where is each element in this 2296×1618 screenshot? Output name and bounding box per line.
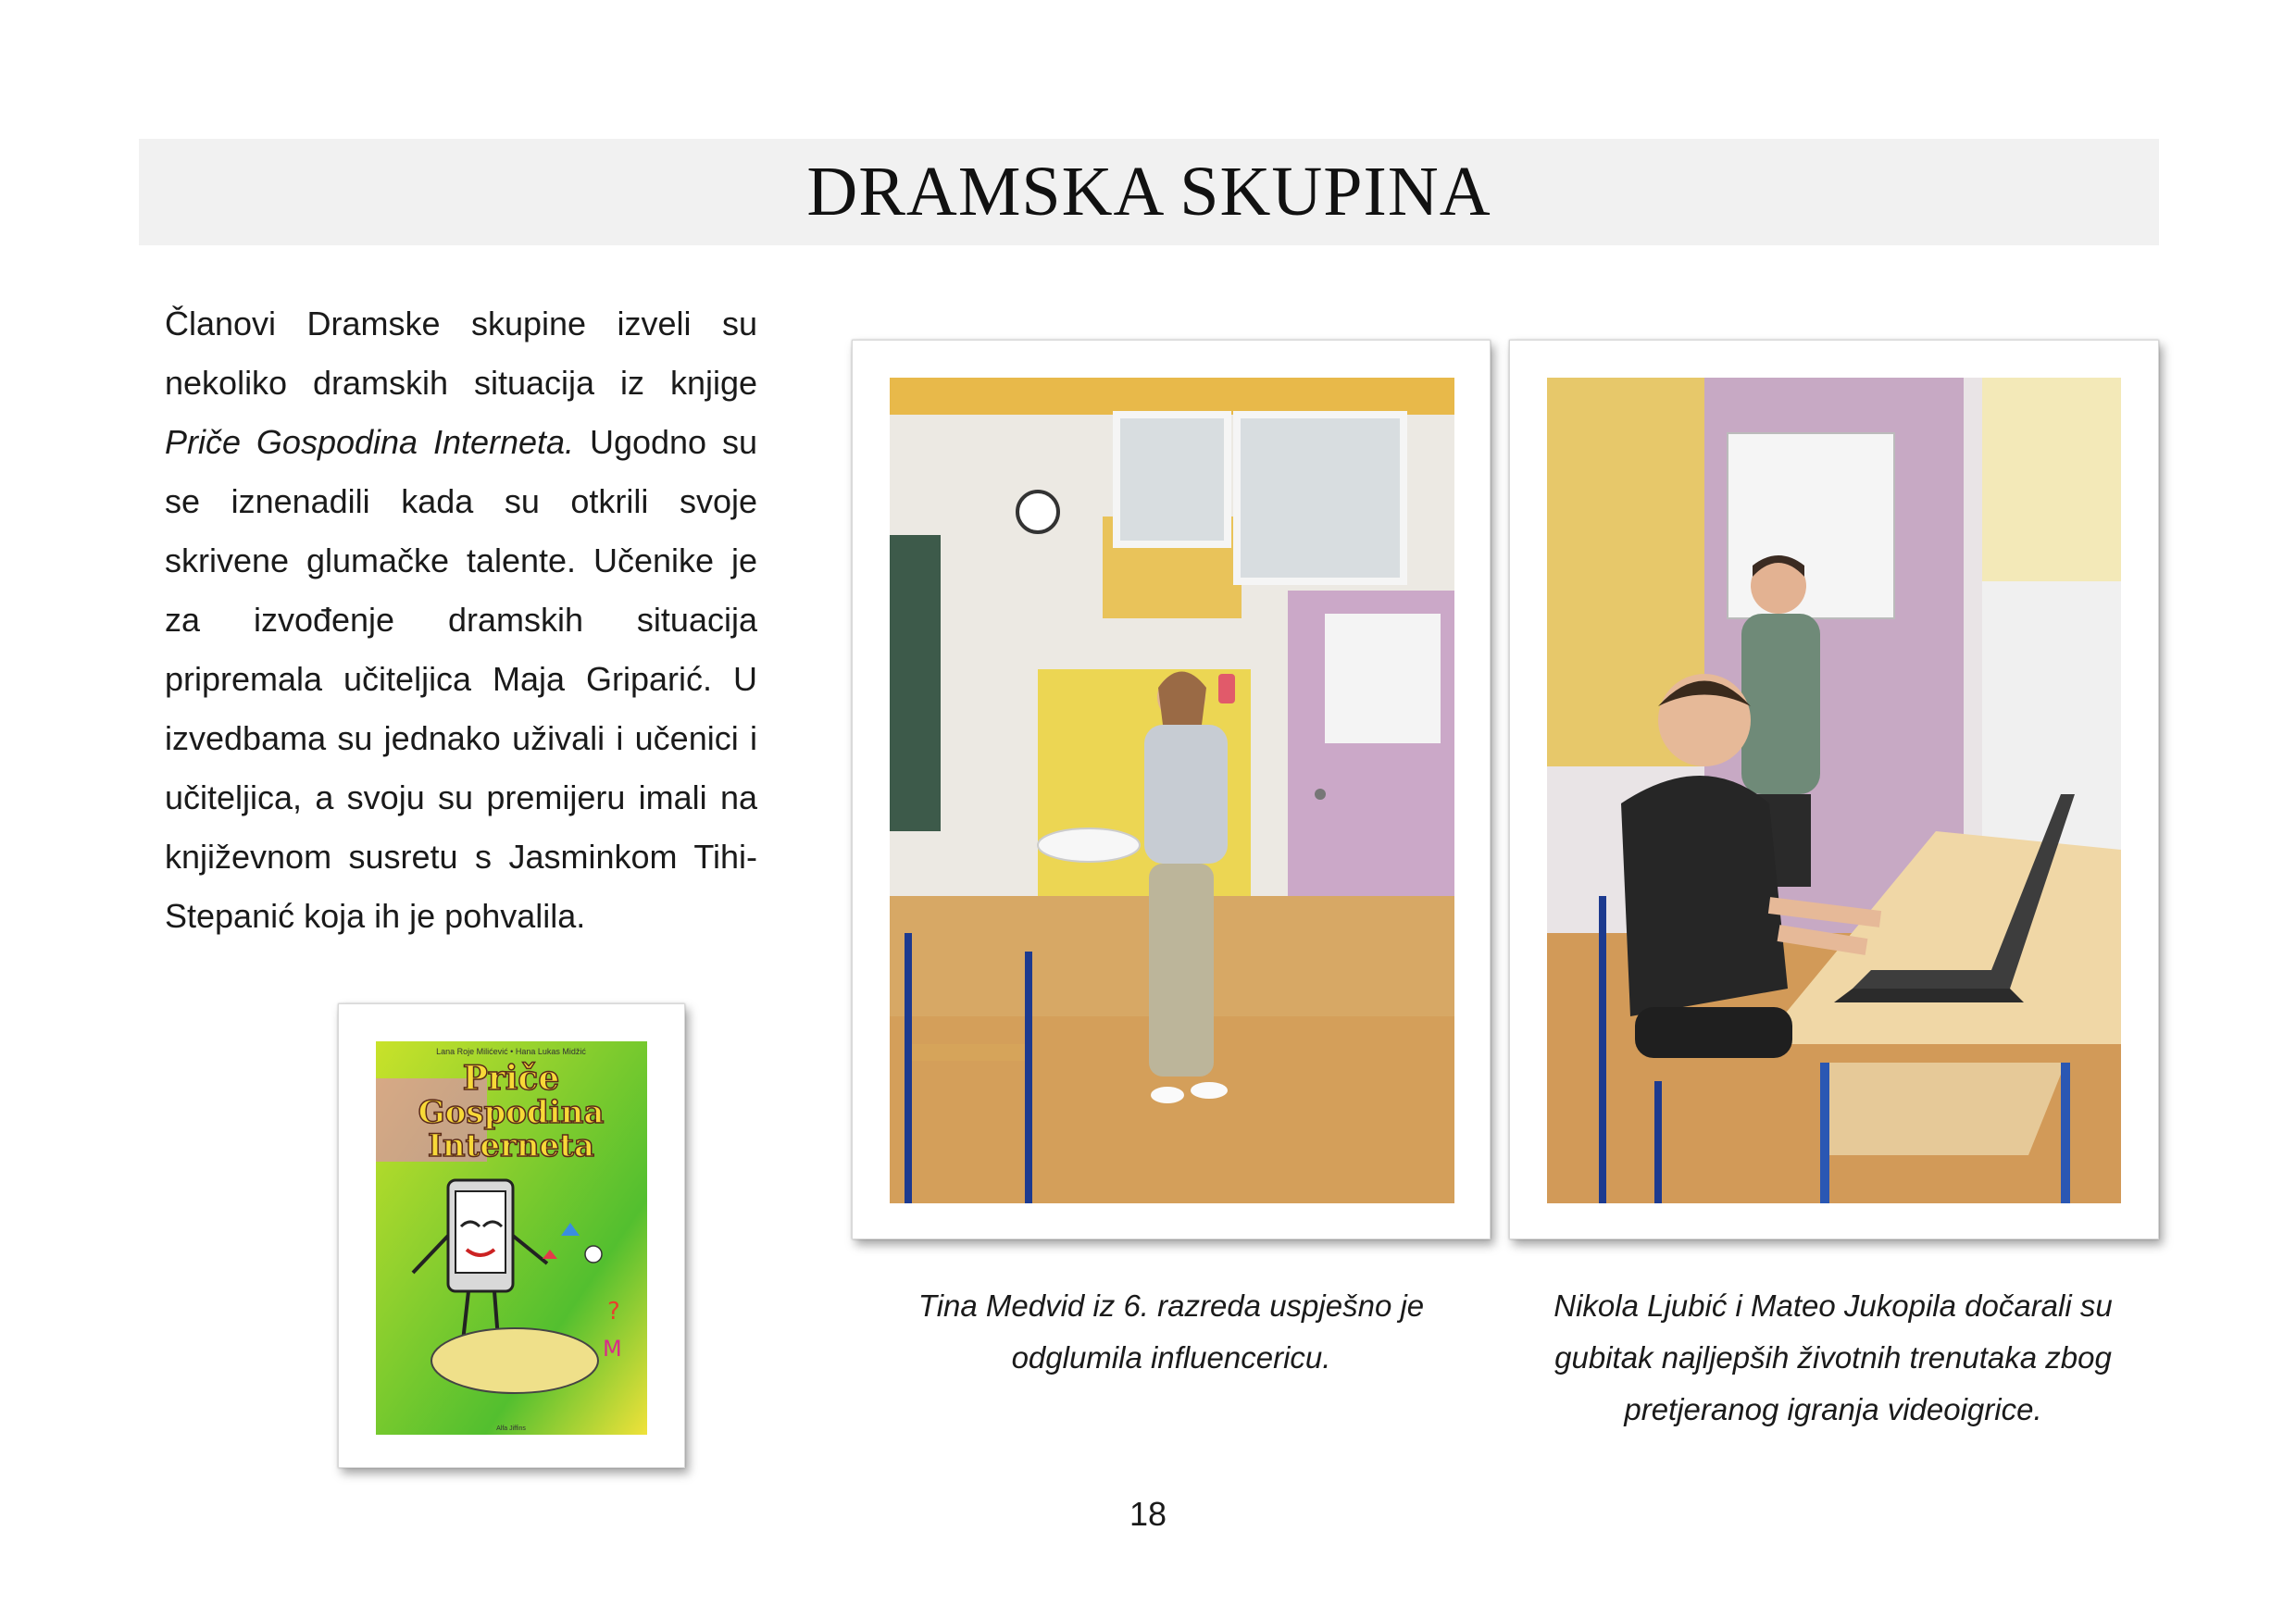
intro-text-part2: Ugodno su se iznenadili kada su otkrili svoje skrivene glumačke talente. Učenike je za izvođenje dramskih situacija pripremala učiteljica Maja Griparić. U izvedbama su jednako uživali i učenici i učiteljica, a svoju su premijeru imali na književnom susretu s Jasminkom Tihi-Stepanić koja ih je pohvalila.: [165, 423, 757, 935]
cover-authors: Lana Roje Milićević • Hana Lukas Midžić: [436, 1047, 586, 1056]
book-cover-frame: [338, 1003, 685, 1468]
cover-title-line1: Priče: [462, 1059, 560, 1098]
cover-title-line2: Gospodina: [418, 1094, 605, 1131]
cover-title-line3: Interneta: [428, 1127, 594, 1164]
book-cover-image: [376, 1041, 647, 1435]
book-title-inline: Priče Gospodina Interneta.: [165, 423, 575, 461]
photo-frame-2: [1509, 340, 2159, 1239]
photo-boys-with-laptop: [1547, 378, 2121, 1203]
title-band: [139, 139, 2159, 245]
intro-paragraph: [165, 294, 757, 946]
page-number: 18: [1129, 1495, 1167, 1533]
svg-text:?: ?: [607, 1298, 620, 1326]
cover-publisher: Alfa Jiffins: [496, 1425, 526, 1432]
photo-frame-1: [852, 340, 1491, 1239]
intro-text-part1: Članovi Dramske skupine izveli su nekoliko dramskih situacija iz knjige: [165, 305, 757, 402]
photo-girl-with-phone: [890, 378, 1454, 1203]
photo-caption-1: Tina Medvid iz 6. razreda uspješno je odglumila influencericu.: [917, 1288, 1425, 1375]
photo-caption-2: Nikola Ljubić i Mateo Jukopila dočarali su gubitak najljepših životnih trenutaka zbog pretjeranog igranja videoigrice.: [1554, 1288, 2113, 1426]
page-title: DRAMSKA SKUPINA: [806, 153, 1491, 230]
svg-text:M: M: [603, 1336, 622, 1362]
